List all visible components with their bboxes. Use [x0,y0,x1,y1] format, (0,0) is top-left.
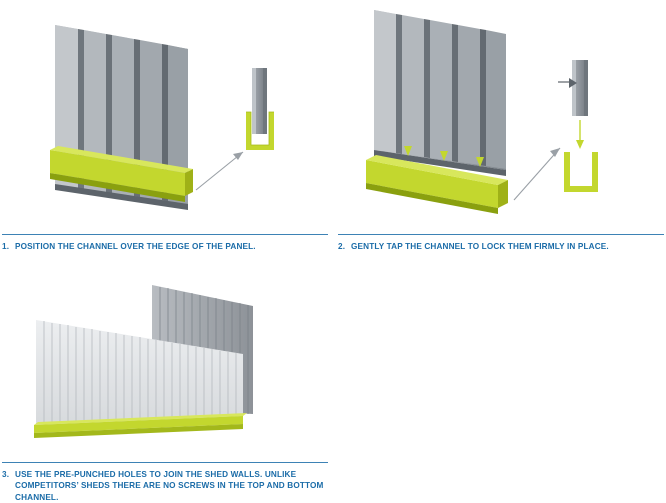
step-3-drawing [0,262,330,460]
step-1-caption [2,241,328,252]
caption-divider-1 [2,234,328,235]
step-3-number: 3. [2,470,10,479]
caption-divider-2 [338,234,664,235]
step-2-drawing [336,0,666,232]
step-1-drawing [0,0,330,232]
caption-divider-3 [2,462,328,463]
step-2-caption [338,241,664,252]
step-2-text: GENTLY TAP THE CHANNEL TO LOCK THEM FIRMLY IN PLACE. [351,242,609,251]
step-3-illustration [0,262,330,460]
step-3-caption [2,469,328,503]
step-2-number: 2. [338,242,346,251]
step-1-text: POSITION THE CHANNEL OVER THE EDGE OF THE PANEL. [15,242,256,251]
step-1-illustration [0,0,330,232]
detail-callout [558,60,598,192]
step-1-number: 1. [2,242,10,251]
step-3-text: USE THE PRE-PUNCHED HOLES TO JOIN THE SHED WALLS. UNLIKE COMPETITORS’ SHEDS THERE ARE NO SCREWS IN THE TOP AND BOTTOM CHANNEL. [15,470,324,502]
step-2-illustration [336,0,666,232]
callout-leader [514,148,560,200]
callout-leader [196,152,243,190]
wall-panel [374,10,506,176]
detail-callout [246,68,274,150]
insertion-arrow [576,120,584,149]
